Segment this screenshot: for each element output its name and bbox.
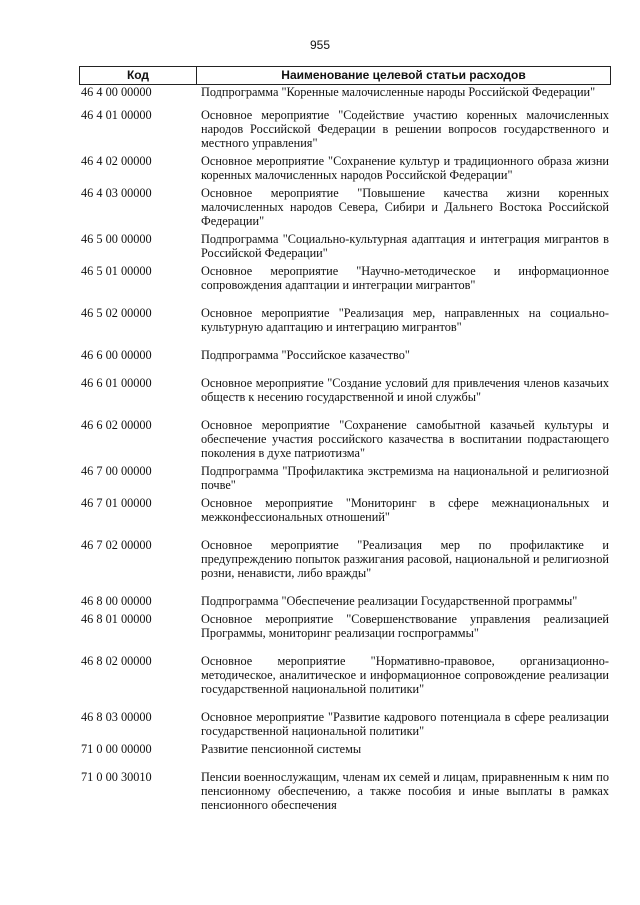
row-name: Подпрограмма "Обеспечение реализации Государственной программы"	[201, 594, 578, 608]
header-name: Наименование целевой статьи расходов	[281, 68, 526, 82]
table-row	[79, 85, 611, 99]
table-row	[79, 654, 611, 696]
row-name: Подпрограмма "Социально-культурная адаптация и интеграция мигрантов в Российской Федерации"	[201, 232, 609, 260]
table-row	[79, 496, 611, 524]
table-row	[79, 186, 611, 228]
row-code: 46 4 00 00000	[81, 85, 152, 99]
row-name: Основное мероприятие "Реализация мер по профилактике и предупреждению попыток разжигания расовой, национальной и религиозной розни, ненависти, либо вражды"	[201, 538, 609, 580]
row-name: Основное мероприятие "Сохранение самобытной казачьей культуры и обеспечение участия российского казачества в воспитании подрастающего поколения в духе патриотизма"	[201, 418, 609, 460]
row-code: 46 6 02 00000	[81, 418, 152, 432]
row-name: Подпрограмма "Профилактика экстремизма на национальной и религиозной почве"	[201, 464, 609, 492]
row-code: 46 8 00 00000	[81, 594, 152, 608]
table-row	[79, 348, 611, 362]
table-row	[79, 154, 611, 182]
row-code: 46 7 02 00000	[81, 538, 152, 552]
table-row	[79, 108, 611, 150]
row-code: 71 0 00 00000	[81, 742, 152, 756]
table-row	[79, 742, 611, 756]
row-code: 46 7 01 00000	[81, 496, 152, 510]
row-name: Основное мероприятие "Научно-методическое и информационное сопровождения адаптации и интеграции мигрантов"	[201, 264, 609, 292]
table-row	[79, 264, 611, 292]
table-header	[79, 66, 611, 85]
row-name: Основное мероприятие "Мониторинг в сфере межнациональных и межконфессиональных отношений"	[201, 496, 609, 524]
table-row	[79, 464, 611, 492]
row-name: Основное мероприятие "Совершенствование управления реализацией Программы, мониторинг реализации госпрограммы"	[201, 612, 609, 640]
table-row	[79, 376, 611, 404]
row-name: Подпрограмма "Российское казачество"	[201, 348, 410, 362]
row-code: 46 4 03 00000	[81, 186, 152, 200]
row-name: Основное мероприятие "Содействие участию коренных малочисленных народов Российской Федерации в решении вопросов государственного и местного управления"	[201, 108, 609, 150]
row-code: 46 8 02 00000	[81, 654, 152, 668]
row-name: Пенсии военнослужащим, членам их семей и лицам, приравненным к ним по пенсионному обеспечению, а также пособия и иные выплаты в рамках пенсионного обеспечения	[201, 770, 609, 812]
table-row	[79, 770, 611, 812]
header-code: Код	[80, 67, 197, 84]
row-code: 46 8 03 00000	[81, 710, 152, 724]
table-row	[79, 538, 611, 580]
row-code: 46 5 02 00000	[81, 306, 152, 320]
row-code: 46 5 00 00000	[81, 232, 152, 246]
target-expense-table	[79, 66, 611, 826]
table-row	[79, 232, 611, 260]
row-name: Основное мероприятие "Развитие кадрового потенциала в сфере реализации государственной национальной политики"	[201, 710, 609, 738]
table-body	[79, 85, 611, 812]
row-code: 46 4 01 00000	[81, 108, 152, 122]
table-row	[79, 710, 611, 738]
table-row	[79, 306, 611, 334]
page-number: 955	[309, 38, 331, 52]
row-code: 46 6 00 00000	[81, 348, 152, 362]
table-row	[79, 594, 611, 608]
row-code: 71 0 00 30010	[81, 770, 152, 784]
row-name: Основное мероприятие "Реализация мер, направленных на социально-культурную адаптацию и интеграцию мигрантов"	[201, 306, 609, 334]
row-name: Основное мероприятие "Создание условий для привлечения членов казачьих обществ к несению государственной и иной службы"	[201, 376, 609, 404]
row-name: Основное мероприятие "Повышение качества жизни коренных малочисленных народов Севера, Сибири и Дальнего Востока Российской Федерации"	[201, 186, 609, 228]
row-name: Подпрограмма "Коренные малочисленные народы Российской Федерации"	[201, 85, 596, 99]
row-code: 46 6 01 00000	[81, 376, 152, 390]
row-code: 46 5 01 00000	[81, 264, 152, 278]
row-name: Основное мероприятие "Сохранение культур и традиционного образа жизни коренных малочисленных народов Российской Федерации"	[201, 154, 609, 182]
row-code: 46 4 02 00000	[81, 154, 152, 168]
table-row	[79, 612, 611, 640]
row-name: Основное мероприятие "Нормативно-правовое, организационно-методическое, аналитическое и информационное сопровождение реализации государственной национальной политики"	[201, 654, 609, 696]
row-code: 46 7 00 00000	[81, 464, 152, 478]
table-row	[79, 418, 611, 460]
row-name: Развитие пенсионной системы	[201, 742, 362, 756]
row-code: 46 8 01 00000	[81, 612, 152, 626]
